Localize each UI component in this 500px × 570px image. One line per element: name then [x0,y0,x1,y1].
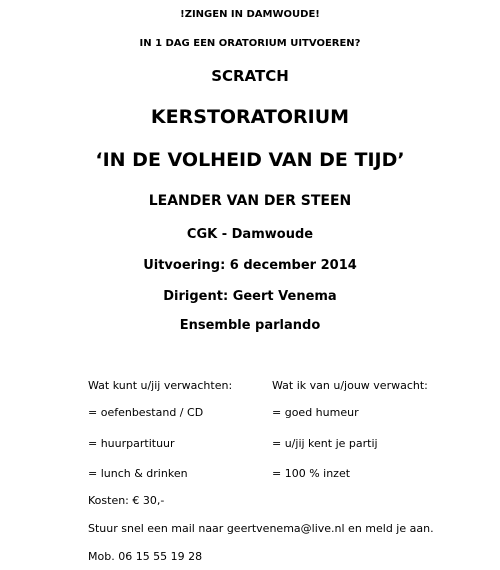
performance-date: Uitvoering: 6 december 2014 [143,258,357,273]
left-heading: Wat kunt u/jij verwachten: [88,379,233,392]
left-item: = huurpartituur [88,437,175,450]
question-line: IN 1 DAG EEN ORATORIUM UITVOEREN? [139,38,361,49]
costs-line: Kosten: € 30,- [88,494,165,507]
right-item: = u/jij kent je partij [272,437,378,450]
conductor-line: Dirigent: Geert Venema [163,289,337,304]
scratch-label: SCRATCH [211,67,289,85]
announcement-line: !ZINGEN IN DAMWOUDE! [180,9,320,20]
event-subtitle: ‘IN DE VOLHEID VAN DE TIJD’ [95,149,405,171]
right-heading: Wat ik van u/jouw verwacht: [272,379,428,392]
event-title: KERSTORATORIUM [150,106,350,128]
ensemble-line: Ensemble parlando [179,318,321,333]
right-item: = 100 % inzet [272,467,351,480]
signup-mail-line: Stuur snel een mail naar geertvenema@live.nl en meld je aan. [88,522,434,535]
venue-line: CGK - Damwoude [186,227,314,242]
right-item: = goed humeur [272,406,359,419]
composer-name: LEANDER VAN DER STEEN [148,193,352,209]
left-item: = oefenbestand / CD [88,406,204,419]
phone-line: Mob. 06 15 55 19 28 [88,550,203,563]
left-item: = lunch & drinken [88,467,188,480]
